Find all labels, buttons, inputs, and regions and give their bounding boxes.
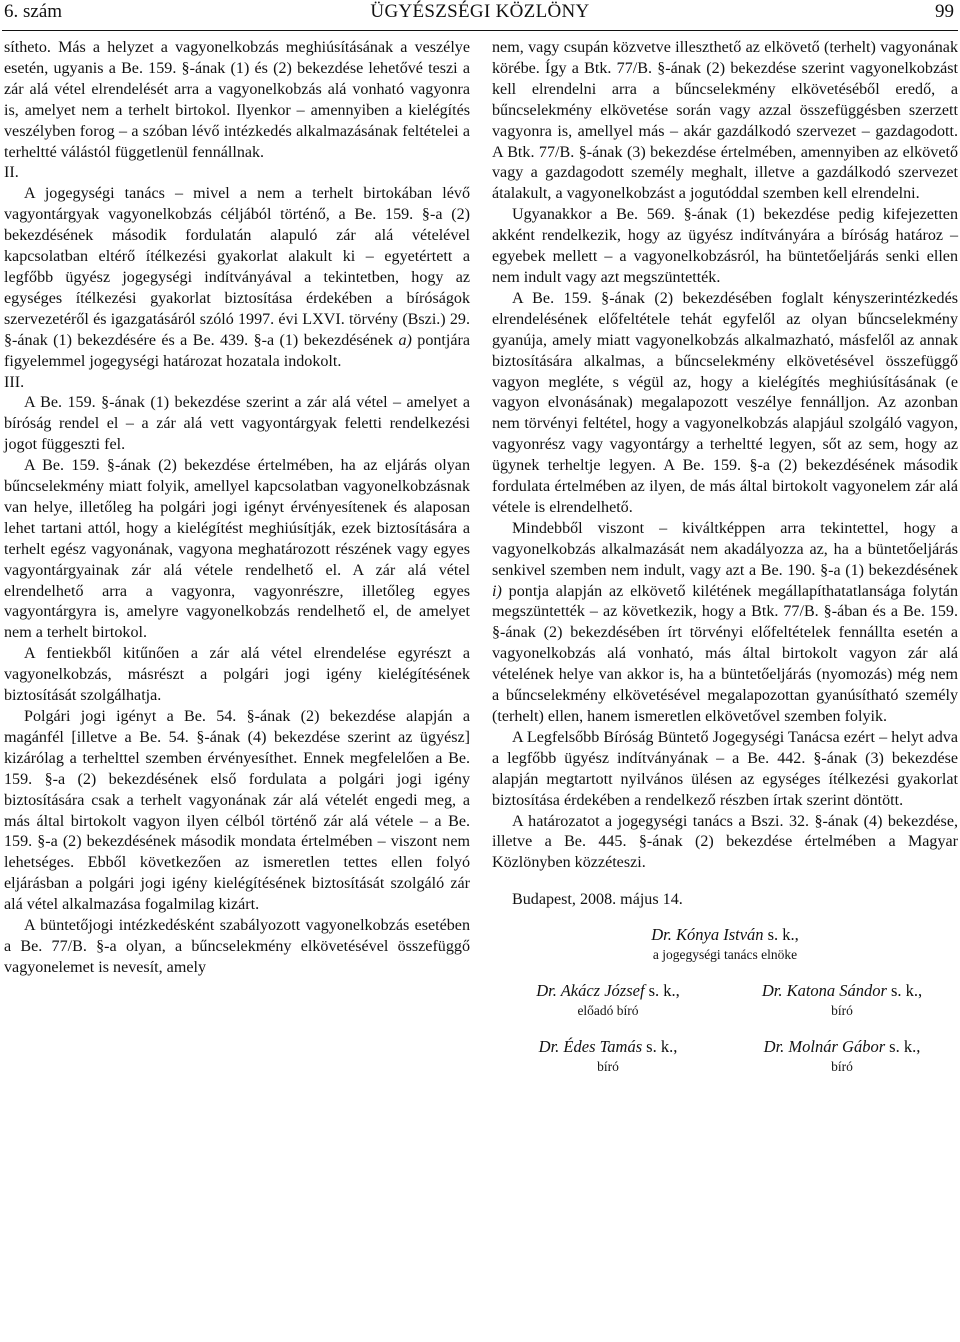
paragraph: A határozatot a jogegységi tanács a Bszi. 32. §-ának (4) bekezdése, illetve a Be. 445. §-ának (2) bekezdése értelmében a Magyar Közlönyben közzéteszi.: [492, 812, 958, 872]
paragraph: [492, 519, 958, 728]
signatory-name: Dr. Kónya István: [651, 925, 764, 945]
paragraph-text: pontjára figyelemmel jogegységi határozat hozatala indokolt.: [4, 331, 470, 370]
paragraph-text: Mindebből viszont – kiváltképpen arra tekintettel, hogy a vagyonelkobzás alkalmazását nem akadályozza az, ha a büntetőeljárás senkivel szemben nem indult, vagy azt a Be. 190. §-a (1) bekezdésének: [492, 519, 958, 579]
paragraph-text: pontja alapján az elkövető kilétének megállapíthatatlansága folytán megszüntették – az következik, hogy a Btk. 77/B. §-ában és a Be. 159. §-ának (2) bekezdésében írt törvényi előfeltételek fennállta esetén a vagyonelkobzás alá vonható, más által birtokolt vagyon zár alá vételének helye van akkor is, ha a büntetőeljárás (nyomozás) még nem a bűncselekmény elkövetésével megalapozottan gyanúsítható személy (terhelt) ellen, hanem ismeretlen elkövetővel szemben folyik.: [492, 582, 958, 725]
italic-point: a): [398, 331, 412, 349]
paragraph: [4, 184, 470, 372]
signatory-name: Dr. Akácz József: [536, 981, 645, 1001]
section-heading-ii: II.: [4, 164, 19, 182]
signature-judge: [726, 981, 958, 1019]
signature-block: [492, 925, 958, 1075]
signatory-name: Dr. Édes Tamás: [538, 1036, 643, 1056]
signed-mark: s. k.,: [891, 981, 923, 1001]
signed-mark: s. k.,: [767, 925, 799, 945]
page-header: [0, 0, 960, 28]
journal-title: ÜGYÉSZSÉGI KÖZLÖNY: [370, 1, 590, 22]
paragraph: A Be. 159. §-ának (1) bekezdése szerint a zár alá vétel – amelyet a bíróság rendel el – a zár alá vett vagyontárgyak feletti rendelkezési jogot függeszti fel.: [4, 394, 470, 454]
signatory-name: Dr. Katona Sándor: [761, 981, 887, 1001]
paragraph: Ugyanakkor a Be. 569. §-ának (1) bekezdése pedig kifejezetten akként rendelkezik, hogy az ügyész indítványára a bíróság határoz – egyebek mellett – a vagyonelkobzásról, ha büntetőeljárás senki ellen nem indult vagy azt megszüntették.: [492, 206, 958, 286]
paragraph-text: A jogegységi tanács – mivel a nem a terhelt birtokában lévő vagyontárgyak vagyonelkobzás céljából történő, a Be. 159. §-a (2) bekezdésének második fordulatán alapuló zár alá vételével kapcsolatban eltérő ítélkezési gyakorlat alakult ki – egyetértett a legfőbb ügyész jogegységi indítványával a tekintetben, hogy az egységes ítélkezési gyakorlat biztosítása érdekében a bíróságok szervezetéről és igazgatásáról szóló 1997. évi LXVI. törvény (Bszi.) 29. §-ának (1) bekezdésére és a Be. 439. §-a (1) bekezdésének: [4, 185, 470, 349]
paragraph: A Legfelsőbb Bíróság Büntető Jogegységi Tanácsa ezért – helyt adva a legfőbb ügyész indítványának – a Be. 442. §-ának (3) bekezdése alapján megtartott nyilvános ülésen az egységes ítélkezési gyakorlat biztosítása érdekében a rendelkező részben írtak szerint döntött.: [492, 728, 958, 809]
paragraph: nem, vagy csupán közvetve illeszthető az elkövető (terhelt) vagyonának körébe. Így a Btk. 77/B. §-ának (2) bekezdése szerint vagyonelkobzást kell elrendelni arra a bűncselekmény elkövetéséből eredő, a bűncselekmény elkövetése során vagy azzal összefüggésben szerzett vagyonra is, amellyel más – akár gazdálkodó szervezet – gazdagodott. A Btk. 77/B. §-ának (3) bekezdése értelmében, amennyiben az elkövető vagy a gazdagodott személy meghalt, illetve a gazdálkodó szervezet átalakult, a vagyonelkobzást a jogutóddal szemben kell elrendelni.: [492, 39, 958, 203]
signatory-role: bíró: [597, 1058, 619, 1074]
place-and-date: Budapest, 2008. május 14.: [512, 891, 683, 909]
signature-row: [492, 981, 958, 1019]
paragraph: sítheto. Más a helyzet a vagyonelkobzás meghiúsításának a veszélye esetén, ugyanis a Be. 159. §-ának (1) és (2) bekezdése lehetővé teszi a zár alá vétel elrendelését arra a vagyonelkobzás alá vonható vagyonra is, amelyet nem a terhelt birtokol. Ilyenkor – amennyiben a kielégítés veszélyben forog – a szóban lévő intézkedés alkalmazásának feltételei a terheltté válástól függetlenül fennállnak.: [4, 39, 470, 161]
paragraph: A fentiekből kitűnően a zár alá vétel elrendelése egyrészt a vagyonelkobzás, másrészt a polgári jogi igény kielégítésének biztosítását szolgálhatja.: [4, 645, 470, 705]
issue-number: 6. szám: [4, 1, 63, 22]
signatory-role: bíró: [831, 1002, 853, 1018]
signatory-name: Dr. Molnár Gábor: [763, 1036, 886, 1056]
signatory-role: a jogegységi tanács elnöke: [652, 947, 798, 963]
signature-judge: [492, 981, 724, 1019]
italic-point: i): [492, 582, 502, 600]
signatory-role: előadó bíró: [577, 1002, 639, 1018]
paragraph: Polgári jogi igényt a Be. 54. §-ának (2) bekezdése alapján a magánfél [illetve a Be. 54. §-ának (4) bekezdése szerint az ügyész] kizárólag a terhelttel szemben érvényesíthet. Ennek megfelelően a Be. 159. §-a (2) bekezdésének első fordulata a polgári jogi igény biztosítására csak a terhelt vagyonának zár alá vételét engedi meg, a más által birtokolt vagyon ilyen célból történő zár alá vétele – a Be. 159. §-a (2) bekezdésének második mondata értelmében – viszont nem lehetséges. Ebből következően az ismeretlen tettes ellen folyó eljárásban a polgári jogi igény kielégítésének biztosítását szolgáló zár alá vétel alkalmazása fogalmilag kizárt.: [4, 708, 470, 914]
paragraph: A Be. 159. §-ának (2) bekezdése értelmében, ha az eljárás olyan bűncselekmény miatt folyik, amellyel kapcsolatban vagyonelkobzásnak van helye, illetőleg ha polgári jogi igényt érvényesítenek és alaposan lehet tartani attól, hogy a kielégítést meghiúsítják, ezek biztosítására a terhelt egész vagyonának, vagyona meghatározott részének vagy egyes vagyontárgyainak zár alá vétele rendelhető el. A zár alá vétel elrendelhető arra a vagyonra, vagyonrészre, illetőleg egyes vagyontárgyra is, amelyre vagyonelkobzás rendelhető el, de amelyet nem a terhelt birtokol.: [4, 457, 470, 642]
signature-row: [492, 1037, 958, 1075]
signed-mark: s. k.,: [646, 1036, 678, 1056]
signed-mark: s. k.,: [889, 1036, 921, 1056]
signature-presiding: [492, 925, 958, 963]
header-rule: [2, 30, 958, 31]
right-column: [492, 38, 958, 1075]
signature-judge: [726, 1037, 958, 1075]
signed-mark: s. k.,: [648, 981, 680, 1001]
left-column: [4, 38, 470, 979]
section-heading-iii: III.: [4, 373, 25, 391]
signatory-role: bíró: [831, 1058, 853, 1074]
signature-judge: [492, 1037, 724, 1075]
paragraph: A büntetőjogi intézkedésként szabályozott vagyonelkobzás esetében a Be. 77/B. §-a olyan, a bűncselekmény elkövetésével összefüggő vagyonelemet is nevesít, amely: [4, 917, 470, 976]
page-number: 99: [935, 1, 954, 22]
paragraph: A Be. 159. §-ának (2) bekezdésében foglalt kényszerintézkedés elrendelésének előfeltétele tehát egyfelől az olyan bűncselekmény gyanúja, amely miatt vagyonelkobzás alkalmazható, másfelől az annak biztosítására alkalmas, a bűncselekmény elkövetésével összefüggő vagyon megléte, s végül az, hogy a kielégítés meghiúsításának (e vagyon elvonásának) megalapozott veszélye fennálljon. Az azonban nem törvényi feltétel, hogy a vagyonelkobzás alapjául szolgáló vagyon, vagyonrész vagy vagyontárgy a terheltté legyen, sőt az sem, hogy az ügynek terheltje legyen. A Be. 159. §-a (2) bekezdésének második fordulata értelmében az ilyen, de más által birtokolt vagyonelem zár alá vétele is elrendelhető.: [492, 289, 958, 516]
